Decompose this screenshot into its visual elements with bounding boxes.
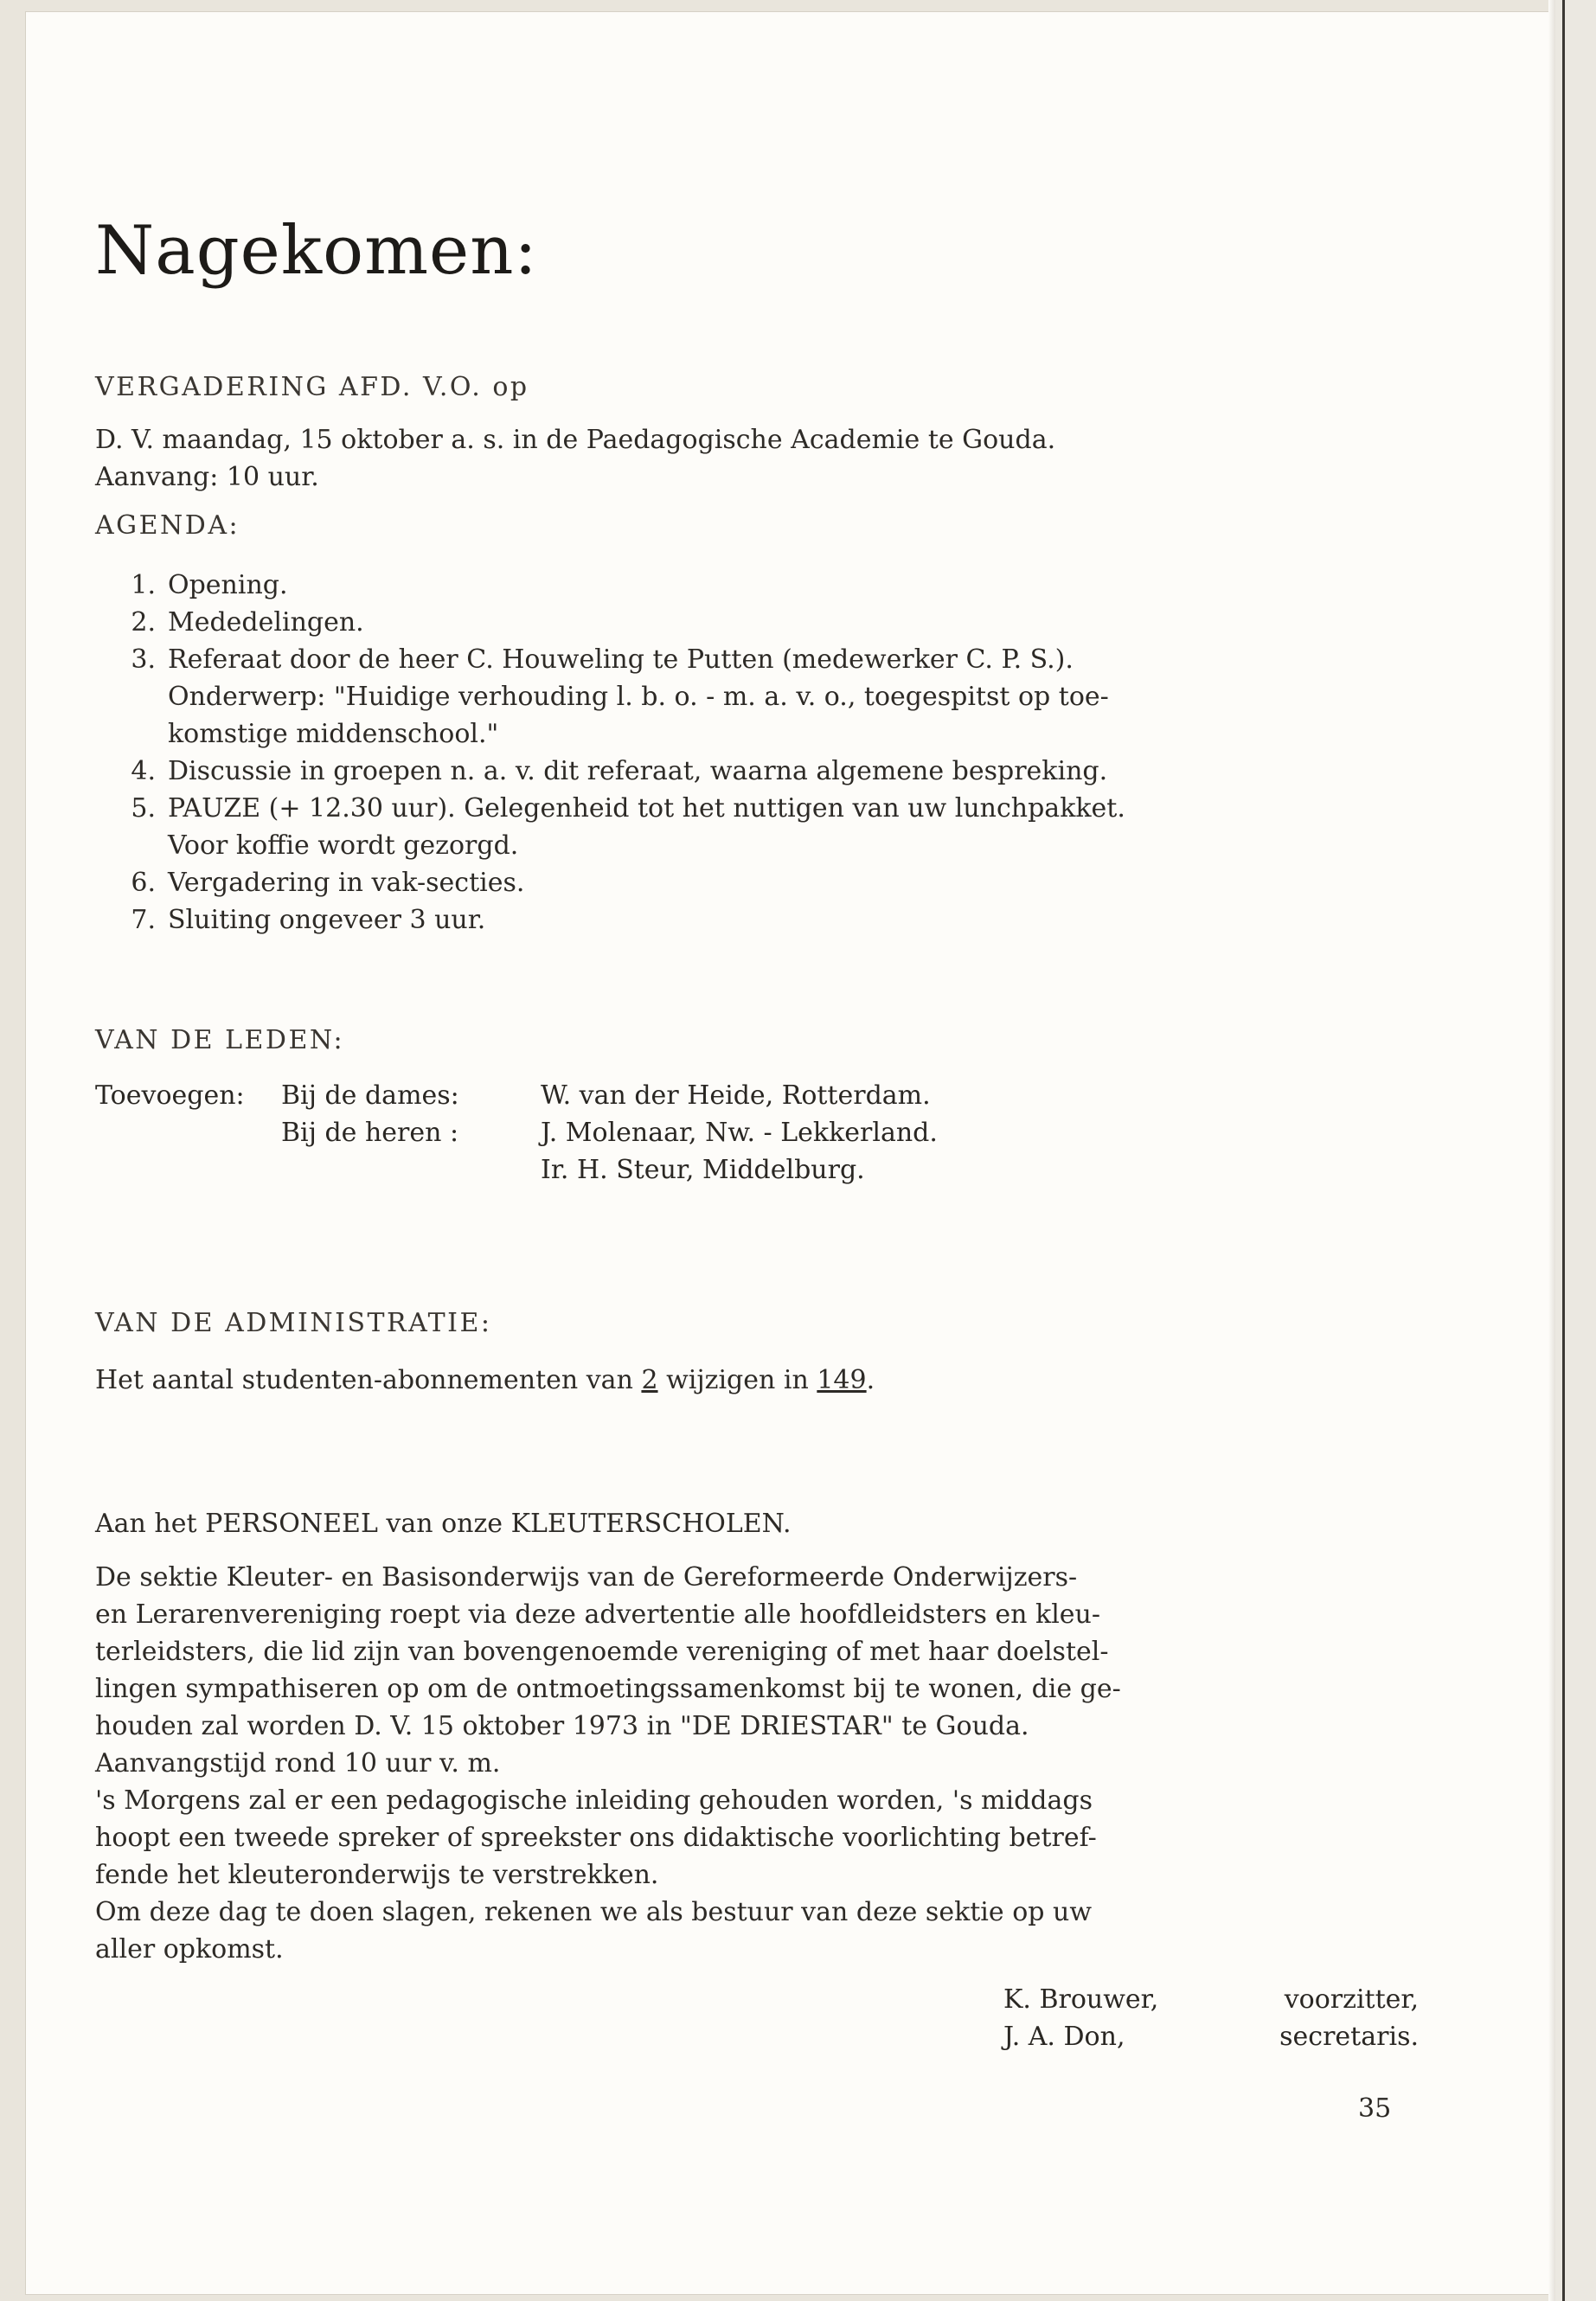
signatory-role: voorzitter, bbox=[1284, 1984, 1419, 2015]
agenda-item-text: Sluiting ongeveer 3 uur. bbox=[168, 905, 486, 935]
agenda-item-text: Onderwerp: "Huidige verhouding l. b. o. - m. a. v. o., toegespitst op toe- bbox=[168, 682, 1109, 712]
signatory-name: J. A. Don, bbox=[1003, 2022, 1125, 2052]
agenda-item bbox=[104, 753, 1419, 790]
agenda-item-text: Discussie in groepen n. a. v. dit referaat, waarna algemene bespreking. bbox=[168, 756, 1108, 786]
agenda-item-number: 1. bbox=[131, 570, 156, 600]
vergadering-header: VERGADERING AFD. V.O. op bbox=[95, 372, 529, 402]
paragraph-line: Aanvangstijd rond 10 uur v. m. bbox=[95, 1748, 501, 1779]
paragraph-line: De sektie Kleuter- en Basisonderwijs van de Gereformeerde Onderwijzers- bbox=[95, 1562, 1078, 1593]
agenda-item bbox=[104, 641, 1419, 753]
paragraph-line: lingen sympathiseren op om de ontmoetingssamenkomst bij te wonen, die ge- bbox=[95, 1674, 1121, 1704]
leden-header: VAN DE LEDEN: bbox=[95, 1025, 345, 1055]
agenda-item-text: Voor koffie wordt gezorgd. bbox=[168, 830, 519, 861]
page-number: 35 bbox=[1358, 2093, 1392, 2124]
agenda-item-number: 2. bbox=[131, 607, 156, 638]
agenda-item-number: 6. bbox=[131, 868, 156, 898]
new-subscription-count: 149 bbox=[817, 1365, 867, 1395]
signature-block bbox=[1003, 1981, 1419, 2055]
toevoegen-label: Toevoegen: bbox=[95, 1080, 245, 1111]
signature-row bbox=[1003, 2018, 1419, 2055]
member-name: W. van der Heide, Rotterdam. bbox=[541, 1080, 931, 1111]
dames-label: Bij de dames: bbox=[281, 1080, 459, 1111]
signatory-role: secretaris. bbox=[1279, 2022, 1419, 2052]
agenda-item-text: Referaat door de heer C. Houweling te Putten (medewerker C. P. S.). bbox=[168, 644, 1074, 675]
agenda-item bbox=[104, 790, 1419, 864]
administratie-header: VAN DE ADMINISTRATIE: bbox=[95, 1308, 492, 1338]
binding-edge-line bbox=[1562, 0, 1565, 2301]
agenda-item bbox=[104, 604, 1419, 641]
member-name: J. Molenaar, Nw. - Lekkerland. bbox=[541, 1118, 938, 1148]
paragraph-line: houden zal worden D. V. 15 oktober 1973 in "DE DRIESTAR" te Gouda. bbox=[95, 1711, 1029, 1741]
paragraph-line: terleidsters, die lid zijn van bovengenoemde vereniging of met haar doelstel- bbox=[95, 1637, 1109, 1667]
old-subscription-count: 2 bbox=[641, 1365, 658, 1395]
agenda-item-text: Mededelingen. bbox=[168, 607, 364, 638]
agenda-item-number: 3. bbox=[131, 644, 156, 675]
member-name: Ir. H. Steur, Middelburg. bbox=[541, 1155, 865, 1185]
agenda-list bbox=[104, 567, 1419, 939]
paragraph-line: aller opkomst. bbox=[95, 1934, 284, 1965]
agenda-item-number: 7. bbox=[131, 905, 156, 935]
paragraph-line: 's Morgens zal er een pedagogische inleiding gehouden worden, 's middags bbox=[95, 1785, 1093, 1816]
vergadering-start-line: Aanvang: 10 uur. bbox=[95, 462, 319, 492]
agenda-item bbox=[104, 901, 1419, 939]
administratie-text bbox=[95, 1362, 1410, 1399]
heren-label: Bij de heren : bbox=[281, 1118, 459, 1148]
agenda-item-text: komstige middenschool." bbox=[168, 719, 499, 749]
administratie-text-a: Het aantal studenten-abonnementen van bbox=[95, 1365, 633, 1395]
administratie-text-c: . bbox=[866, 1365, 875, 1395]
agenda-item-text: Opening. bbox=[168, 570, 288, 600]
agenda-item bbox=[104, 567, 1419, 604]
vergadering-date-line: D. V. maandag, 15 oktober a. s. in de Paedagogische Academie te Gouda. bbox=[95, 425, 1056, 455]
personeel-header: Aan het PERSONEEL van onze KLEUTERSCHOLEN. bbox=[95, 1509, 792, 1539]
paragraph-line: Om deze dag te doen slagen, rekenen we als bestuur van deze sektie op uw bbox=[95, 1897, 1092, 1927]
paragraph-line: fende het kleuteronderwijs te verstrekken. bbox=[95, 1860, 659, 1890]
agenda-item-number: 4. bbox=[131, 756, 156, 786]
administratie-text-b: wijzigen in bbox=[666, 1365, 809, 1395]
personeel-paragraph bbox=[95, 1559, 1410, 1968]
agenda-item-number: 5. bbox=[131, 793, 156, 824]
leden-additions bbox=[95, 1077, 1410, 1189]
page-title: Nagekomen: bbox=[95, 212, 538, 290]
agenda-item-text: PAUZE (+ 12.30 uur). Gelegenheid tot het nuttigen van uw lunchpakket. bbox=[168, 793, 1125, 824]
signature-row bbox=[1003, 1981, 1419, 2018]
agenda-item bbox=[104, 864, 1419, 901]
agenda-header: AGENDA: bbox=[95, 510, 240, 541]
vergadering-details bbox=[95, 421, 1410, 496]
paragraph-line: hoopt een tweede spreker of spreekster ons didaktische voorlichting betref- bbox=[95, 1823, 1097, 1853]
agenda-item-text: Vergadering in vak-secties. bbox=[168, 868, 525, 898]
signatory-name: K. Brouwer, bbox=[1003, 1984, 1159, 2015]
paragraph-line: en Lerarenvereniging roept via deze advertentie alle hoofdleidsters en kleu- bbox=[95, 1599, 1101, 1630]
